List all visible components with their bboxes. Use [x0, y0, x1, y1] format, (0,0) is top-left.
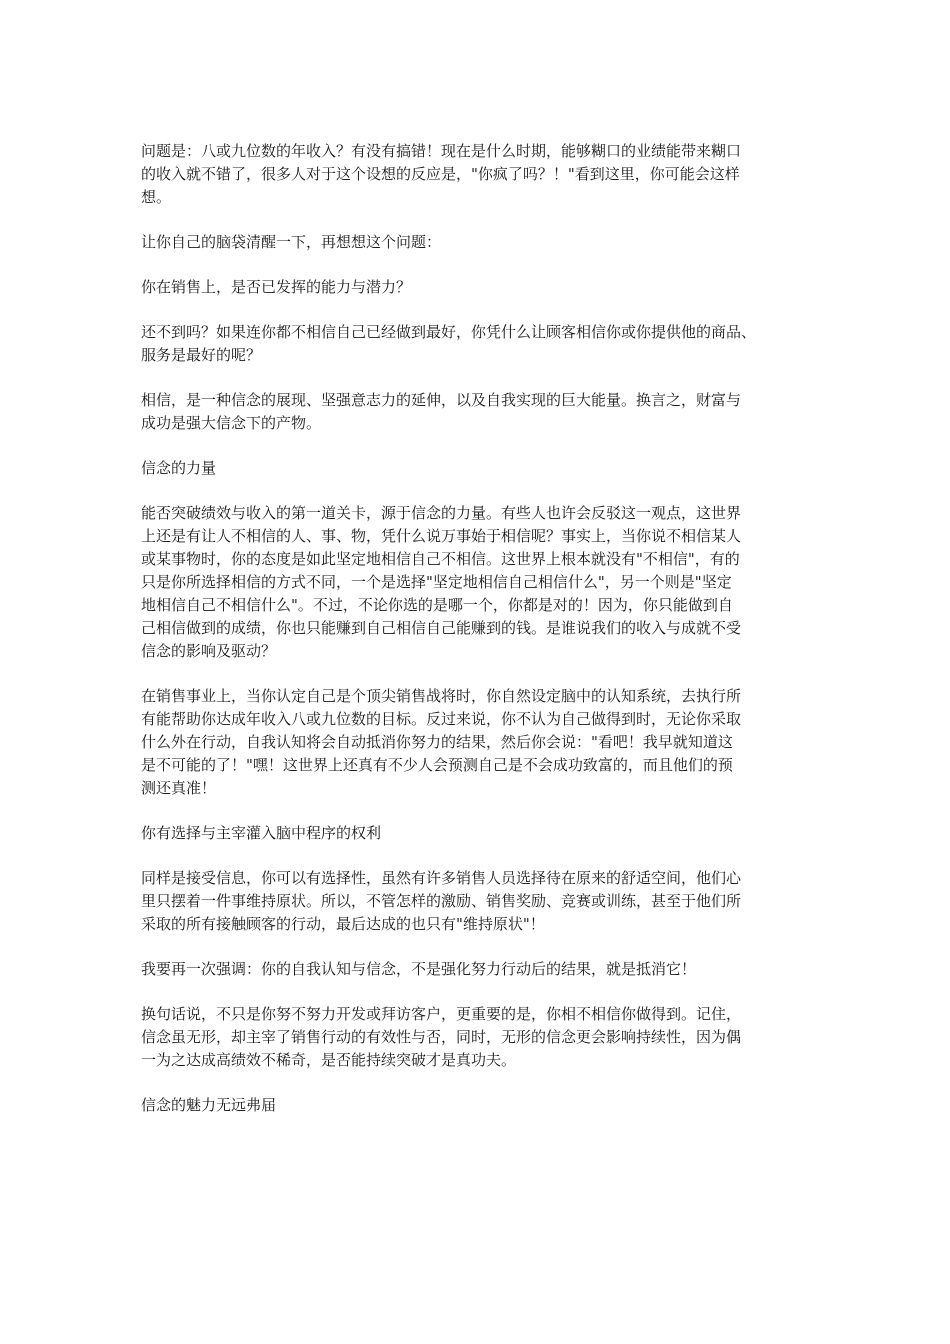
paragraph-4: 还不到吗？如果连你都不相信自己已经做到最好，你凭什么让顾客相信你或你提供他的商品、 服务是最好的呢？: [141, 323, 757, 364]
paragraph-8: 在销售事业上，当你认定自己是个顶尖销售战将时，你自然设定脑中的认知系统，去执行所 有能帮助你达成年收入八或九位数的目标。反过来说，你不认为自己做得到时，无论你采取 什么外在行动，自我认知将会自动抵消你努力的结果，然后你会说："看吧！我早就知道这 是不可能的了！"嘿！这世界上还真有不少人会预测自己是不会成功致富的，而且他们的预 测还真准！: [141, 687, 742, 797]
paragraph-10: 同样是接受信息，你可以有选择性，虽然有许多销售人员选择待在原来的舒适空间，他们心 里只摆着一件事维持原状。所以，不管怎样的激励、销售奖励、竞赛或训练，甚至于他们所 采取的所有接触顾客的行动，最后达成的也只有"维持原状"！: [141, 869, 742, 933]
paragraph-7: 能否突破绩效与收入的第一道关卡，源于信念的力量。有些人也许会反驳这一观点，这世界 上还是有让人不相信的人、事、物，凭什么说万事始于相信呢？事实上，当你说不相信某人 或某事物时，你的态度是如此坚定地相信自己不相信。这世界上根本就没有"不相信"，有的 只是你所选择相信的方式不同，一个是选择"坚定地相信自己相信什么"，另一个则是"坚定 地相信自己不相信什么"。不过，不论你选的是哪一个，你都是对的！因为，你只能做到自 己相信做到的成绩，你也只能赚到自己相信自己能赚到的钱。是谁说我们的收入与成就不受 信念的影响及驱动？: [141, 504, 742, 660]
paragraph-11: 我要再一次强调：你的自我认知与信念，不是强化努力行动后的结果，就是抵消它！: [141, 960, 697, 978]
document-body: [141, 140, 817, 1139]
section-heading-right-to-choose: 你有选择与主宰灌入脑中程序的权利: [141, 824, 382, 842]
paragraph-2: 让你自己的脑袋清醒一下，再想想这个问题：: [141, 233, 442, 251]
paragraph-3: 你在销售上，是否已发挥的能力与潜力？: [141, 278, 412, 296]
paragraph-12: 换句话说，不只是你努不努力开发或拜访客户，更重要的是，你相不相信你做得到。记住， 信念虽无形，却主宰了销售行动的有效性与否，同时，无形的信念更会影响持续性，因为偶 一为之达成高绩效不稀奇，是否能持续突破才是真功夫。: [141, 1005, 742, 1069]
section-heading-power-of-belief: 信念的力量: [141, 459, 217, 477]
section-heading-charm-of-belief: 信念的魅力无远弗届: [141, 1096, 277, 1114]
paragraph-5: 相信，是一种信念的展现、坚强意志力的延伸，以及自我实现的巨大能量。换言之，财富与 成功是强大信念下的产物。: [141, 391, 742, 432]
paragraph-1: 问题是：八或九位数的年收入？有没有搞错！现在是什么时期，能够糊口的业绩能带来糊口 的收入就不错了，很多人对于这个设想的反应是，"你疯了吗？！"看到这里，你可能会这样 想。: [141, 142, 742, 206]
